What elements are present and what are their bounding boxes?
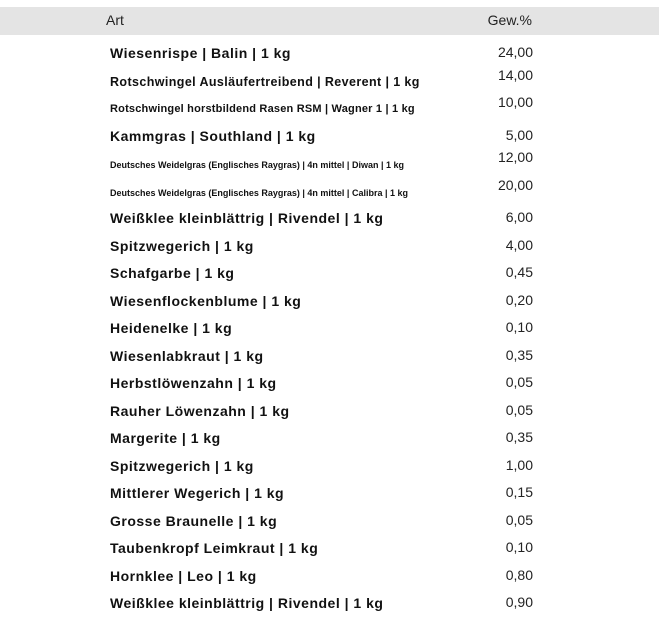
- row-species-name: Rauher Löwenzahn | 1 kg: [110, 402, 290, 419]
- row-weight-percent: 0,20: [505, 291, 533, 308]
- row-species-name: Rotschwingel horstbildend Rasen RSM | Wagner 1 | 1 kg: [110, 103, 415, 115]
- row-species-name: Margerite | 1 kg: [110, 430, 221, 446]
- table-row: [0, 425, 659, 453]
- row-species-name: Heidenelke | 1 kg: [110, 320, 233, 336]
- table-body: [0, 40, 659, 618]
- row-weight-percent: 0,90: [505, 594, 533, 610]
- row-weight-percent: 0,05: [505, 401, 533, 418]
- row-weight-percent: 0,10: [505, 539, 533, 555]
- row-weight-percent: 0,35: [505, 346, 533, 363]
- row-species-name: Wiesenlabkraut | 1 kg: [110, 347, 264, 364]
- table-row: [0, 590, 659, 618]
- row-species-name: Spitzwegerich | 1 kg: [110, 457, 254, 474]
- table-row: [0, 68, 659, 96]
- row-weight-percent: 6,00: [505, 209, 533, 225]
- row-species-name: Wiesenflockenblume | 1 kg: [110, 292, 302, 309]
- table-row: [0, 343, 659, 371]
- row-species-name: Taubenkropf Leimkraut | 1 kg: [110, 540, 319, 556]
- row-weight-percent: 24,00: [497, 44, 533, 60]
- table-row: [0, 260, 659, 288]
- table-row: [0, 95, 659, 123]
- table-row: [0, 123, 659, 151]
- table-row: [0, 150, 659, 178]
- table-row: [0, 563, 659, 591]
- row-weight-percent: 0,05: [505, 511, 533, 528]
- row-species-name: Grosse Braunelle | 1 kg: [110, 512, 278, 529]
- column-header-weight-percent: Gew.%: [487, 12, 532, 28]
- row-species-name: Spitzwegerich | 1 kg: [110, 237, 254, 254]
- row-weight-percent: 0,45: [505, 264, 533, 280]
- row-species-name: Deutsches Weidelgras (Englisches Raygras) | 4n mittel | Diwan | 1 kg: [110, 160, 404, 170]
- table-row: [0, 453, 659, 481]
- table-header: [0, 7, 659, 35]
- table-row: [0, 508, 659, 536]
- table-row: [0, 315, 659, 343]
- row-species-name: Kammgras | Southland | 1 kg: [110, 127, 316, 144]
- column-header-art: Art: [106, 12, 124, 28]
- row-weight-percent: 0,80: [505, 566, 533, 583]
- row-weight-percent: 0,15: [505, 484, 533, 500]
- row-species-name: Deutsches Weidelgras (Englisches Raygras) | 4n mittel | Calibra | 1 kg: [110, 187, 408, 198]
- row-weight-percent: 14,00: [497, 66, 533, 83]
- table-row: [0, 398, 659, 426]
- row-species-name: Schafgarbe | 1 kg: [110, 265, 235, 281]
- row-weight-percent: 0,35: [505, 429, 533, 445]
- row-species-name: Wiesenrispe | Balin | 1 kg: [110, 45, 291, 61]
- row-weight-percent: 12,00: [497, 149, 533, 165]
- row-species-name: Weißklee kleinblättrig | Rivendel | 1 kg: [110, 210, 384, 226]
- row-species-name: Rotschwingel Ausläufertreibend | Reverent | 1 kg: [110, 74, 420, 89]
- row-weight-percent: 0,10: [505, 319, 533, 335]
- table-row: [0, 178, 659, 206]
- table-row: [0, 205, 659, 233]
- row-weight-percent: 10,00: [497, 94, 533, 110]
- row-weight-percent: 20,00: [497, 176, 533, 193]
- row-weight-percent: 4,00: [505, 236, 533, 253]
- table-row: [0, 288, 659, 316]
- row-species-name: Weißklee kleinblättrig | Rivendel | 1 kg: [110, 595, 384, 611]
- table-row: [0, 370, 659, 398]
- row-species-name: Mittlerer Wegerich | 1 kg: [110, 485, 285, 501]
- table-row: [0, 233, 659, 261]
- row-weight-percent: 0,05: [505, 374, 533, 390]
- table-row: [0, 40, 659, 68]
- row-weight-percent: 5,00: [505, 126, 533, 143]
- table-row: [0, 480, 659, 508]
- row-weight-percent: 1,00: [505, 456, 533, 473]
- row-species-name: Hornklee | Leo | 1 kg: [110, 567, 257, 584]
- row-species-name: Herbstlöwenzahn | 1 kg: [110, 375, 277, 391]
- table-row: [0, 535, 659, 563]
